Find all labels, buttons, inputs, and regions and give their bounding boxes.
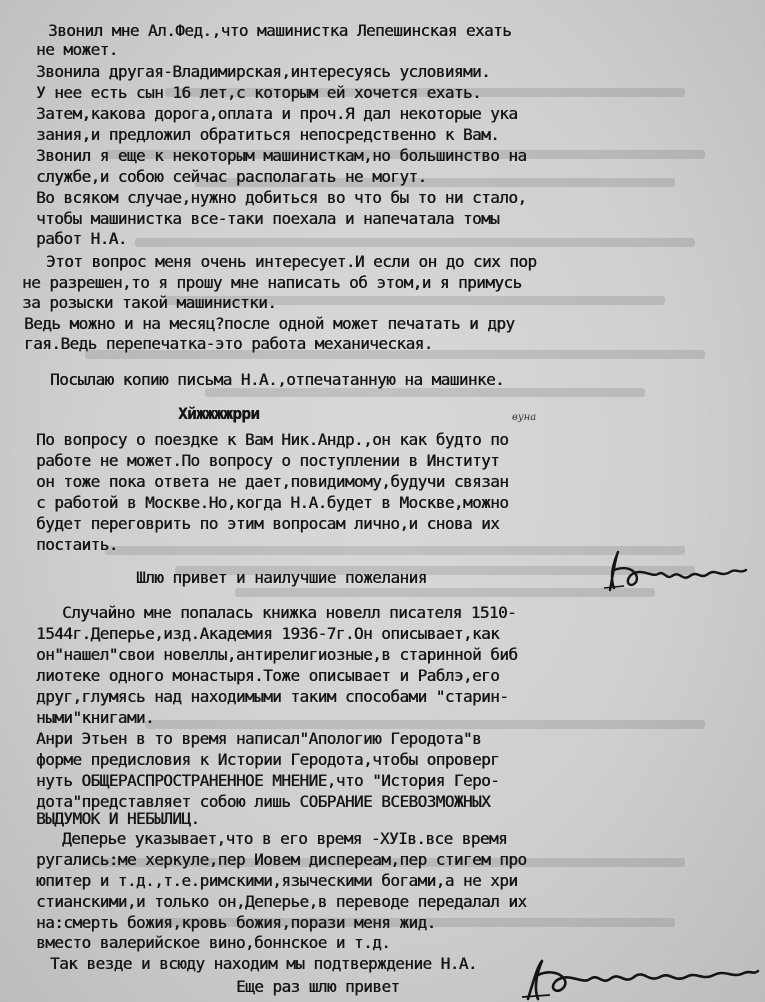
letter-heading: Хйжжжжрри [178, 404, 260, 423]
letter-line: ВЫДУМОК И НЕБЫЛИЦ. [36, 809, 200, 828]
letter-line: стианскими,и только он,Деперье,в переводе передалал их [36, 892, 527, 911]
letter-line: постаить. [36, 535, 118, 554]
letter-line: Звонил я еще к некоторым машинисткам,но большинство на [36, 146, 527, 165]
letter-line: с работой в Москве.Но,когда Н.А.будет в Москве,можно [36, 493, 509, 512]
letter-line: юпитер и т.д.,т.е.римскими,языческими богами,а не хри [36, 871, 518, 890]
letter-line: гая.Ведь перепечатка-это работа механическая. [24, 334, 433, 353]
letter-line: лиотеке одного монастыря.Тоже описывает и Раблэ,его [36, 666, 500, 685]
letter-line: зания,и предложил обратиться непосредственно к Вам. [36, 125, 500, 144]
letter-line: за розыски такой машинистки. [22, 293, 277, 312]
letter-line: Звонила другая-Владимирская,интересуясь условиями. [36, 62, 491, 81]
letter-line: на:смерть божия,кровь божия,порази меня жид. [36, 913, 436, 932]
letter-line: ругались:ме херкуле,пер Иовем диспереам,пер стигем про [36, 850, 527, 869]
letter-line: работе не может.По вопросу о поступлении в Институт [36, 451, 500, 470]
letter-line: Этот вопрос меня очень интересует.И если он до сих пор [46, 252, 537, 271]
letter-line: не разрешен,то я прошу мне написать об этом,и я примусь [22, 273, 522, 292]
letter-line: вместо валерийское вино,боннское и т.д. [36, 933, 391, 952]
letter-line: У нее есть сын 16 лет,с которым ей хочется ехать. [36, 83, 482, 102]
letter-line: друг,глумясь над находимыми таким способами "старин- [36, 687, 509, 706]
letter-line: Шлю привет и наилучшие пожелания [136, 568, 427, 587]
letter-line: Во всяком случае,нужно добиться во что бы то ни стало, [36, 188, 527, 207]
letter-line: он"нашел"свои новеллы,антирелигиозные,в старинной биб [36, 645, 518, 664]
letter-line: он тоже пока ответа не дает,повидимому,будучи связан [36, 472, 509, 491]
letter-line: По вопросу о поездке к Вам Ник.Андр.,он как будто по [36, 430, 509, 449]
letter-line: Деперье указывает,что в его время -ХУIв.все время [62, 829, 508, 848]
signature-icon [520, 955, 760, 1002]
signature-icon [600, 548, 750, 598]
letter-line: службе,и собою сейчас располагать не могут. [36, 167, 427, 186]
letter-line: Ведь можно и на месяц?после одной может печатать и дру [24, 314, 515, 333]
letter-line: Посылаю копию письма Н.А.,отпечатанную на машинке. [50, 370, 505, 389]
letter-line: Еще раз шлю привет [236, 977, 400, 996]
letter-line: чтобы машинистка все-таки поехала и напечатала томы [36, 209, 500, 228]
letter-line: Звонил мне Ал.Фед.,что машинистка Лепешинская ехать [48, 21, 512, 40]
letter-line: Анри Этьен в то время написал"Апологию Геродота"в [36, 729, 482, 748]
letter-line: не может. [36, 40, 118, 59]
letter-line: Так везде и всюду находим мы подтверждение Н.А. [50, 954, 477, 973]
letter-line: ными"книгами. [36, 708, 155, 727]
letter-line: Случайно мне попалась книжка новелл писателя 1510- [62, 603, 517, 622]
letter-line: будет переговрить по этим вопросам лично,и снова их [36, 514, 500, 533]
letter-line: 1544г.Деперье,изд.Академия 1936-7г.Он описывает,как [36, 624, 500, 643]
letter-line: форме предисловия к Истории Геродота,чтобы опроверг [36, 750, 500, 769]
letter-line: Затем,какова дорога,оплата и проч.Я дал некоторые ука [36, 104, 518, 123]
handwritten-margin-note: вуна [512, 412, 537, 423]
letter-line: дота"представляет собою лишь СОБРАНИЕ ВСЕВОЗМОЖНЫХ [36, 792, 491, 811]
letter-line: нуть ОБЩЕРАСПРОСТРАНЕННОЕ МНЕНИЕ,что "История Геро- [36, 771, 500, 790]
letter-line: работ Н.А. [36, 229, 127, 248]
